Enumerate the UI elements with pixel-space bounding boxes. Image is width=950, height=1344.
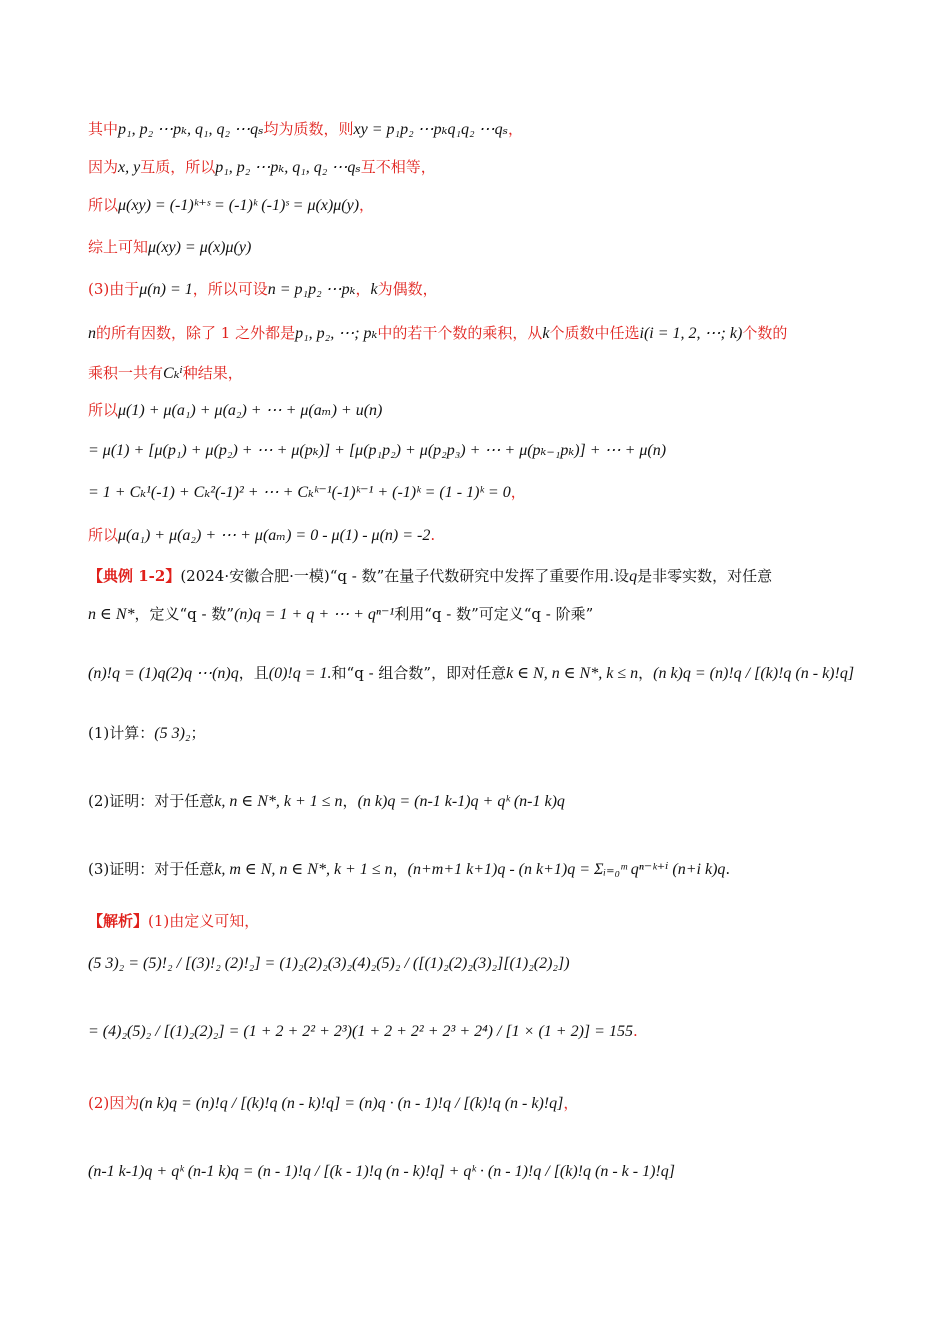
text-run: 其中 [88,120,119,138]
text-line [88,524,880,547]
text-run: ； [190,724,206,742]
math-expression: q [629,568,638,585]
text-run: ， [638,664,654,682]
math-expression: = (4)₂(5)₂ / [(1)₂(2)₂] = (1 + 2 + 2² + 2³)(1 + 2 + 2² + 2³ + 2⁴) / [1 × (1 + 2)] = 155 [88,1023,633,1040]
text-run: 【解析】 [88,912,149,930]
math-expression: p₁, p₂ ⋯pₖ, q₁, q₂ ⋯qₛ [118,121,264,138]
text-run: 的所有因数，除了 1 之外都是 [96,324,296,342]
text-line [88,662,880,685]
text-line [88,565,880,588]
text-run: ，且 [238,664,269,682]
text-run: (1)由定义可知， [148,912,260,930]
text-run: 中的若干个数的乘积，从 [377,324,543,342]
text-run: 个质数中任选 [549,324,640,342]
text-line [88,322,880,345]
text-run: 均为质数，则 [263,120,354,138]
text-run: ， [510,483,526,501]
text-run: ， [392,860,408,878]
math-expression: Cₖⁱ [163,365,183,382]
math-expression: n ∈ N* [88,606,135,623]
text-line [88,439,880,462]
text-run: . [725,860,731,878]
text-run: 个数的 [742,324,788,342]
text-line [88,1160,880,1183]
text-run: 所以 [88,401,119,419]
math-expression: (n+m+1 k+1)q - (n k+1)q = Σᵢ₌₀ᵐ qⁿ⁻ᵏ⁺ⁱ (n+i k)q [407,861,726,878]
math-expression: (n k)q = (n-1 k-1)q + qᵏ (n-1 k)q [357,793,565,810]
text-line [88,236,880,259]
text-run: ， [355,280,371,298]
math-expression: (n)q = 1 + q + ⋯ + qⁿ⁻¹ [234,606,395,623]
math-expression: (5 3)₂ [154,725,191,742]
text-run: ， [342,792,358,810]
math-expression: (n k)q = (n)!q / [(k)!q (n - k)!q] = (n)q · (n - 1)!q / [(k)!q (n - k)!q] [139,1095,564,1112]
text-run: (2)证明：对于任意 [88,792,215,810]
text-run: . [430,526,436,544]
text-line [88,603,880,626]
math-expression: k [370,281,378,298]
text-run: ， [508,120,524,138]
math-expression: μ(n) = 1 [139,281,193,298]
text-line [88,362,880,385]
math-expression: (n)!q = (1)q(2)q ⋯(n)q [88,665,239,682]
text-run: (2)因为 [88,1094,140,1112]
text-line [88,952,880,975]
text-run: (1)计算： [88,724,155,742]
text-run: 乘积一共有 [88,364,164,382]
text-run: . [632,1022,638,1040]
math-expression: = μ(1) + [μ(p₁) + μ(p₂) + ⋯ + μ(pₖ)] + [μ(p₁p₂) + μ(p₂p₃) + ⋯ + μ(pₖ₋₁pₖ)] + ⋯ + μ(n) [88,442,667,459]
text-run: ，定义“q - 数” [134,605,235,623]
text-line [88,722,880,745]
text-run: 综上可知 [88,238,149,256]
text-line [88,1020,880,1043]
text-line [88,481,880,504]
math-expression: xy = p₁p₂ ⋯pₖq₁q₂ ⋯qₛ [353,121,508,138]
math-expression: μ(xy) = μ(x)μ(y) [148,239,252,256]
text-run: 是非零实数，对任意 [637,567,773,585]
text-line [88,118,880,141]
text-run: 因为 [88,158,119,176]
math-expression: μ(xy) = (-1)ᵏ⁺ˢ = (-1)ᵏ (-1)ˢ = μ(x)μ(y) [118,197,360,214]
text-line [88,278,880,301]
math-expression: k, n ∈ N*, k + 1 ≤ n [214,793,343,810]
text-run: ， [563,1094,579,1112]
math-expression: k [542,325,550,342]
text-run: (3)证明：对于任意 [88,860,215,878]
math-expression: k, m ∈ N, n ∈ N*, k + 1 ≤ n [214,861,393,878]
text-line [88,1092,880,1115]
text-line [88,399,880,422]
text-run: 所以 [88,526,119,544]
text-run: ， [359,196,375,214]
text-run: 【典例 1-2】 [88,567,181,585]
text-run: 互质，所以 [140,158,216,176]
math-expression: (n k)q = (n)!q / [(k)!q (n - k)!q] [653,665,855,682]
text-line [88,194,880,217]
text-line [88,156,880,179]
text-run: 利用“q - 数”可定义“q - 阶乘” [394,605,594,623]
text-run: 为偶数， [377,280,438,298]
math-expression: k ∈ N, n ∈ N*, k ≤ n [506,665,639,682]
math-expression: (0)!q = 1. [268,665,332,682]
math-expression: i(i = 1, 2, ⋯; k) [639,325,743,342]
text-line [88,790,880,813]
text-run: (2024·安徽合肥·一模)“q - 数”在量子代数研究中发挥了重要作用.设 [180,567,630,585]
text-run: 种结果， [182,364,243,382]
text-run: 互不相等， [360,158,436,176]
math-expression: p₁, p₂, ⋯; pₖ [295,325,378,342]
math-expression: = 1 + Cₖ¹(-1) + Cₖ²(-1)² + ⋯ + Cₖᵏ⁻¹(-1)ᵏ⁻¹ + (-1)ᵏ = (1 - 1)ᵏ = 0 [88,484,511,501]
math-expression: n [88,325,96,342]
math-expression: μ(a₁) + μ(a₂) + ⋯ + μ(aₘ) = 0 - μ(1) - μ(n) = -2 [118,527,431,544]
math-expression: x, y [118,159,141,176]
text-line [88,910,880,932]
math-expression: (5 3)₂ = (5)!₂ / [(3)!₂ (2)!₂] = (1)₂(2)₂(3)₂(4)₂(5)₂ / ([(1)₂(2)₂(3)₂][(1)₂(2)₂]) [88,955,570,972]
math-expression: (n-1 k-1)q + qᵏ (n-1 k)q = (n - 1)!q / [(k - 1)!q (n - k)!q] + qᵏ · (n - 1)!q / [(k)!q (n - k - 1)!q] [88,1163,675,1180]
text-run: 和“q - 组合数”，即对任意 [331,664,507,682]
math-expression: p₁, p₂ ⋯pₖ, q₁, q₂ ⋯qₛ [215,159,361,176]
math-expression: μ(1) + μ(a₁) + μ(a₂) + ⋯ + μ(aₘ) + u(n) [118,402,383,419]
text-line [88,858,880,881]
math-expression: n = p₁p₂ ⋯pₖ [267,281,356,298]
text-run: (3)由于 [88,280,140,298]
text-run: ，所以可设 [192,280,268,298]
text-run: 所以 [88,196,119,214]
